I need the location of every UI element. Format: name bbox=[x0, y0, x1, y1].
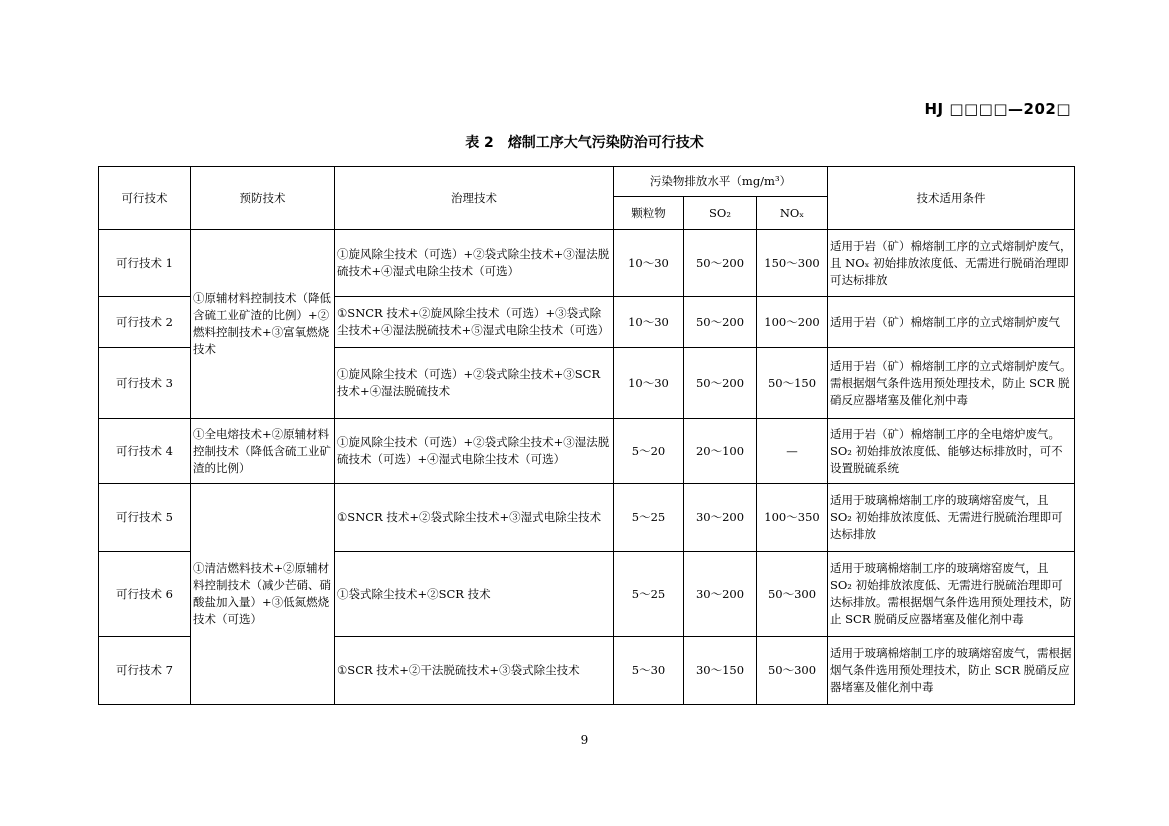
col-header-particulate: 颗粒物 bbox=[614, 197, 684, 230]
document-code: HJ □□□□—202□ bbox=[924, 100, 1071, 118]
row-name: 可行技术 5 bbox=[99, 484, 191, 552]
row-name: 可行技术 2 bbox=[99, 297, 191, 348]
table-title bbox=[0, 132, 1169, 152]
page-number: 9 bbox=[580, 733, 589, 747]
particulate-cell: 10～30 bbox=[614, 297, 684, 348]
conditions-cell: 适用于玻璃棉熔制工序的玻璃熔窑废气，需根据烟气条件选用预处理技术，防止 SCR 脱硝反应器堵塞及催化剂中毒 bbox=[828, 637, 1075, 705]
particulate-cell: 10～30 bbox=[614, 230, 684, 297]
col-header-so2: SO₂ bbox=[684, 197, 757, 230]
table-number: 表 2 bbox=[465, 135, 494, 151]
particulate-cell: 10～30 bbox=[614, 348, 684, 419]
prevention-cell: ①原辅材料控制技术（降低含硫工业矿渣的比例）+②燃料控制技术+③富氧燃烧技术 bbox=[191, 230, 335, 419]
so2-cell: 50～200 bbox=[684, 297, 757, 348]
nox-cell: — bbox=[757, 419, 828, 484]
conditions-cell: 适用于玻璃棉熔制工序的玻璃熔窑废气，且 SO₂ 初始排放浓度低、无需进行脱硫治理即可达标排放。需根据烟气条件选用预处理技术，防止 SCR 脱硝反应器堵塞及催化剂中毒 bbox=[828, 552, 1075, 637]
table-row bbox=[99, 484, 1075, 552]
conditions-cell: 适用于岩（矿）棉熔制工序的立式熔制炉废气。需根据烟气条件选用预处理技术，防止 SCR 脱硝反应器堵塞及催化剂中毒 bbox=[828, 348, 1075, 419]
conditions-cell: 适用于岩（矿）棉熔制工序的立式熔制炉废气 bbox=[828, 297, 1075, 348]
nox-cell: 50～150 bbox=[757, 348, 828, 419]
so2-cell: 20～100 bbox=[684, 419, 757, 484]
table-title-text: 熔制工序大气污染防治可行技术 bbox=[507, 135, 704, 151]
row-name: 可行技术 4 bbox=[99, 419, 191, 484]
treatment-cell: ①SNCR 技术+②袋式除尘技术+③湿式电除尘技术 bbox=[335, 484, 614, 552]
particulate-cell: 5～25 bbox=[614, 484, 684, 552]
treatment-cell: ①旋风除尘技术（可选）+②袋式除尘技术+③SCR 技术+④湿法脱硫技术 bbox=[335, 348, 614, 419]
col-header-treatment: 治理技术 bbox=[335, 167, 614, 230]
col-header-conditions: 技术适用条件 bbox=[828, 167, 1075, 230]
header-row bbox=[99, 167, 1075, 197]
nox-cell: 50～300 bbox=[757, 552, 828, 637]
so2-cell: 30～200 bbox=[684, 552, 757, 637]
conditions-cell: 适用于玻璃棉熔制工序的玻璃熔窑废气，且 SO₂ 初始排放浓度低、无需进行脱硫治理即可达标排放 bbox=[828, 484, 1075, 552]
so2-cell: 30～150 bbox=[684, 637, 757, 705]
particulate-cell: 5～25 bbox=[614, 552, 684, 637]
conditions-cell: 适用于岩（矿）棉熔制工序的立式熔制炉废气，且 NOₓ 初始排放浓度低、无需进行脱硝治理即可达标排放 bbox=[828, 230, 1075, 297]
prevention-cell: ①清洁燃料技术+②原辅材料控制技术（减少芒硝、硝酸盐加入量）+③低氮燃烧技术（可选） bbox=[191, 484, 335, 705]
so2-cell: 50～200 bbox=[684, 348, 757, 419]
particulate-cell: 5～30 bbox=[614, 637, 684, 705]
so2-cell: 30～200 bbox=[684, 484, 757, 552]
row-name: 可行技术 3 bbox=[99, 348, 191, 419]
treatment-cell: ①旋风除尘技术（可选）+②袋式除尘技术+③湿法脱硫技术（可选）+④湿式电除尘技术（可选） bbox=[335, 419, 614, 484]
nox-cell: 100～200 bbox=[757, 297, 828, 348]
treatment-cell: ①袋式除尘技术+②SCR 技术 bbox=[335, 552, 614, 637]
nox-cell: 100～350 bbox=[757, 484, 828, 552]
nox-cell: 50～300 bbox=[757, 637, 828, 705]
treatment-cell: ①旋风除尘技术（可选）+②袋式除尘技术+③湿法脱硫技术+④湿式电除尘技术（可选） bbox=[335, 230, 614, 297]
row-name: 可行技术 6 bbox=[99, 552, 191, 637]
col-header-emission-level: 污染物排放水平（mg/m³） bbox=[614, 167, 828, 197]
nox-cell: 150～300 bbox=[757, 230, 828, 297]
col-header-nox: NOₓ bbox=[757, 197, 828, 230]
treatment-cell: ①SCR 技术+②干法脱硫技术+③袋式除尘技术 bbox=[335, 637, 614, 705]
prevention-cell: ①全电熔技术+②原辅材料控制技术（降低含硫工业矿渣的比例） bbox=[191, 419, 335, 484]
so2-cell: 50～200 bbox=[684, 230, 757, 297]
table-row bbox=[99, 419, 1075, 484]
feasible-technology-table bbox=[98, 166, 1075, 705]
particulate-cell: 5～20 bbox=[614, 419, 684, 484]
conditions-cell: 适用于岩（矿）棉熔制工序的全电熔炉废气。SO₂ 初始排放浓度低、能够达标排放时，可不设置脱硫系统 bbox=[828, 419, 1075, 484]
col-header-prevention: 预防技术 bbox=[191, 167, 335, 230]
treatment-cell: ①SNCR 技术+②旋风除尘技术（可选）+③袋式除尘技术+④湿法脱硫技术+⑤湿式电除尘技术（可选） bbox=[335, 297, 614, 348]
col-header-feasible: 可行技术 bbox=[99, 167, 191, 230]
row-name: 可行技术 7 bbox=[99, 637, 191, 705]
row-name: 可行技术 1 bbox=[99, 230, 191, 297]
table-row bbox=[99, 230, 1075, 297]
